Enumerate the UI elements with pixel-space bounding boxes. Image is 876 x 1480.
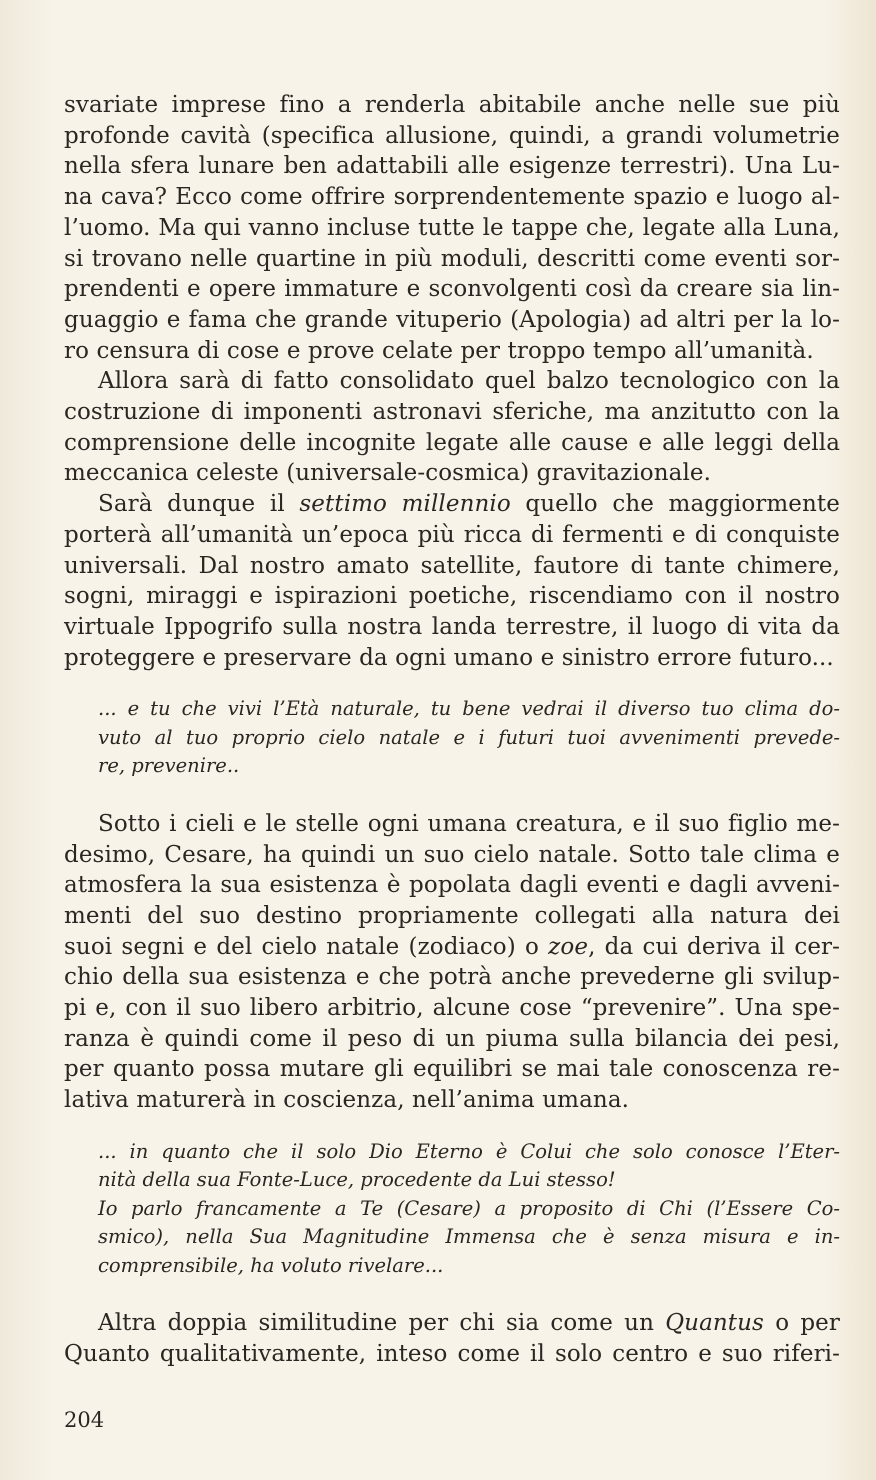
text-line: atmosfera la sua esistenza è popolata dagli eventi e dagli avveni-: [64, 872, 840, 899]
text-line: ro censura di cose e prove celate per troppo tempo all’umanità.: [64, 337, 814, 364]
text-line: per quanto possa mutare gli equilibri se mai tale conoscenza re-: [64, 1056, 840, 1083]
spacer: [64, 673, 840, 695]
quote-block-2: [64, 1138, 840, 1281]
spacer: [64, 1280, 840, 1308]
text-run: suoi segni e del cielo natale (zodiaco) o: [64, 933, 549, 960]
text-line: meccanica celeste (universale-cosmica) gravitazionale.: [64, 460, 712, 487]
text-line: profonde cavità (specifica allusione, quindi, a grandi volumetrie: [64, 122, 840, 149]
paragraph-4: [64, 809, 840, 1116]
text-line: desimo, Cesare, ha quindi un suo cielo natale. Sotto tale clima e: [64, 841, 840, 868]
text-run: quello che maggiormente: [510, 491, 840, 518]
italic-term: settimo millennio: [299, 491, 511, 518]
text-line: virtuale Ippogrifo sulla nostra landa terrestre, il luogo di vita da: [64, 613, 840, 640]
text-line: sogni, miraggi e ispirazioni poetiche, riscendiamo con il nostro: [64, 583, 840, 610]
page-number: 204: [64, 1408, 105, 1432]
text-line: ranza è quindi come il peso di un piuma sulla bilancia dei pesi,: [64, 1025, 840, 1052]
text-line: comprensione delle incognite legate alle cause e alle leggi della: [64, 429, 840, 456]
text-line: nella sfera lunare ben adattabili alle esigenze terrestri). Una Lu-: [64, 153, 840, 180]
paragraph-5: [64, 1308, 840, 1369]
text-line: [64, 1308, 840, 1339]
text-line: prendenti e opere immature e sconvolgenti così da creare sia lin-: [64, 276, 840, 303]
text-line: lativa maturerà in coscienza, nell’anima umana.: [64, 1087, 630, 1114]
text-run: Altra doppia similitudine per chi sia come un: [98, 1310, 666, 1337]
text-line: na cava? Ecco come offrire sorprendentemente spazio e luogo al-: [64, 184, 840, 211]
text-line: svariate imprese fino a renderla abitabile anche nelle sue più: [64, 92, 840, 118]
paragraph-1: [64, 90, 840, 366]
quote-line: ... e tu che vivi l’Età naturale, tu bene vedrai il diverso tuo clima do-: [98, 697, 840, 721]
text-run: , da cui deriva il cer-: [588, 933, 840, 960]
quote-line: smico), nella Sua Magnitudine Immensa che è senza misura e in-: [98, 1225, 840, 1249]
text-line: Quanto qualitativamente, inteso come il solo centro e suo riferi-: [64, 1341, 840, 1368]
text-line: [64, 932, 840, 963]
text-run: Sarà dunque il: [98, 491, 300, 518]
text-line: Sotto i cieli e le stelle ogni umana creatura, e il suo figlio me-: [98, 810, 840, 837]
quote-line: comprensibile, ha voluto rivelare...: [98, 1253, 444, 1277]
text-run: o per: [763, 1310, 840, 1337]
text-line: costruzione di imponenti astronavi sferiche, ma anzitutto con la: [64, 399, 840, 426]
body-text: [64, 90, 840, 1370]
quote-line: Io parlo francamente a Te (Cesare) a proposito di Chi (l’Essere Co-: [98, 1196, 840, 1220]
text-line: proteggere e preservare da ogni umano e sinistro errore futuro...: [64, 644, 834, 671]
text-line: porterà all’umanità un’epoca più ricca di fermenti e di conquiste: [64, 521, 840, 548]
text-line: si trovano nelle quartine in più moduli, descritti come eventi sor-: [64, 245, 840, 272]
text-line: pi e, con il suo libero arbitrio, alcune cose “prevenire”. Una spe-: [64, 995, 840, 1022]
paragraph-2: [64, 366, 840, 489]
quote-block-1: [64, 695, 840, 781]
text-line: guaggio e fama che grande vituperio (Apologia) ad altri per la lo-: [64, 306, 840, 333]
paragraph-3: [64, 489, 840, 673]
text-line: universali. Dal nostro amato satellite, fautore di tante chimere,: [64, 552, 840, 579]
text-line: Allora sarà di fatto consolidato quel balzo tecnologico con la: [98, 368, 840, 395]
quote-line: vuto al tuo proprio cielo natale e i futuri tuoi avvenimenti prevede-: [98, 725, 840, 749]
text-line: [64, 489, 840, 520]
text-line: l’uomo. Ma qui vanno incluse tutte le tappe che, legate alla Luna,: [64, 214, 840, 241]
quote-line: ... in quanto che il solo Dio Eterno è Colui che solo conosce l’Eter-: [98, 1139, 840, 1163]
spacer: [64, 781, 840, 809]
text-line: chio della sua esistenza e che potrà anche prevederne gli svilup-: [64, 964, 840, 991]
quote-line: nità della sua Fonte-Luce, procedente da Lui stesso!: [98, 1168, 616, 1192]
italic-term: zoe: [548, 933, 589, 960]
spacer: [64, 1116, 840, 1138]
italic-term: Quantus: [665, 1310, 764, 1337]
quote-line: re, prevenire..: [98, 754, 240, 778]
text-line: menti del suo destino propriamente collegati alla natura dei: [64, 902, 840, 929]
